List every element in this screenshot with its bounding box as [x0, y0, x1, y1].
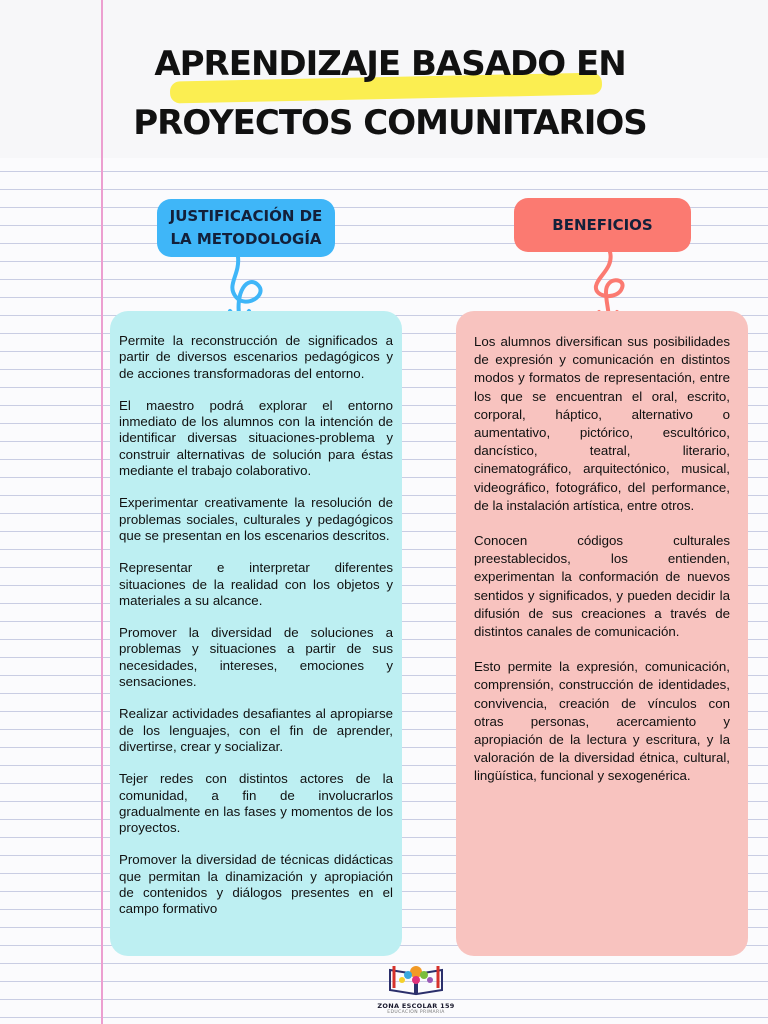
- notebook-margin-line: [101, 0, 103, 1024]
- logo-subtitle: EDUCACIÓN PRIMARIA: [387, 1010, 445, 1015]
- justification-item: Promover la diversidad de técnicas didácticas que permitan la dinamización y apropiación de contenidos y diálogos presentes en el campo formativo: [119, 852, 393, 917]
- justification-item: Representar e interpretar diferentes situaciones de la realidad con los objetos y materiales a su alcance.: [119, 560, 393, 608]
- justification-item: Tejer redes con distintos actores de la comunidad, a fin de involucrarlos gradualmente en las fases y momentos de los proyectos.: [119, 771, 393, 836]
- benefit-item: Los alumnos diversifican sus posibilidades de expresión y comunicación en distintos modos y formatos de representación, entre los que se encuentran el oral, escrito, corporal, háptico, alternativo o aumentativo, pictórico, escultórico, dancístico, teatral, literario, cinematográfico, arquitectónico, musical, videográfico, fotográfico, del performance, de la instalación artística, entre otros.: [474, 334, 730, 513]
- justification-item: Promover la diversidad de soluciones a problemas y situaciones a partir de sus necesidades, intereses, emociones y sensaciones.: [119, 625, 393, 690]
- benefit-item: Conocen códigos culturales preestablecidos, los entienden, experimentan la conformación de nuevos sentidos y significados, y pueden decidir la difusión de sus creaciones a través de distintos canales de comunicación.: [474, 533, 730, 640]
- benefit-item: Esto permite la expresión, comunicación, comprensión, construcción de identidades, convivencia, creación de vínculos con otras personas, acercamiento y apropiación de la lectura y escritura, y la valoración de la diversidad étnica, cultural, lingüística, funcional y sexogenérica.: [474, 659, 730, 784]
- justification-item: El maestro podrá explorar el entorno inmediato de los alumnos con la intención de identificar diversas situaciones-problema y construir alternativas de solución para éstas mediante el trabajo colaborativo.: [119, 397, 393, 479]
- justification-box: [110, 311, 402, 956]
- justification-item: Experimentar creativamente la resolución de problemas sociales, culturales y pedagógicos que se presentan en los escenarios descritos.: [119, 495, 393, 543]
- open-book-logo-icon: [386, 962, 446, 996]
- page-title-line-1: APRENDIZAJE BASADO EN: [154, 44, 626, 84]
- justification-item: Permite la reconstrucción de significados a partir de diversos escenarios pedagógicos y de acciones transformadoras del entorno.: [119, 333, 393, 381]
- justification-item: Realizar actividades desafiantes al apropiarse de los lenguajes, con el fin de aprender, divertirse, crear y socializar.: [119, 706, 393, 754]
- page-title-line-2: PROYECTOS COMUNITARIOS: [133, 103, 647, 143]
- benefits-heading: BENEFICIOS: [514, 198, 691, 252]
- justification-heading: JUSTIFICACIÓN DE LA METODOLOGÍA: [157, 199, 335, 257]
- benefits-box: [456, 311, 748, 956]
- logo-title: ZONA ESCOLAR 159: [377, 1002, 455, 1010]
- zona-escolar-logo: [376, 962, 456, 1018]
